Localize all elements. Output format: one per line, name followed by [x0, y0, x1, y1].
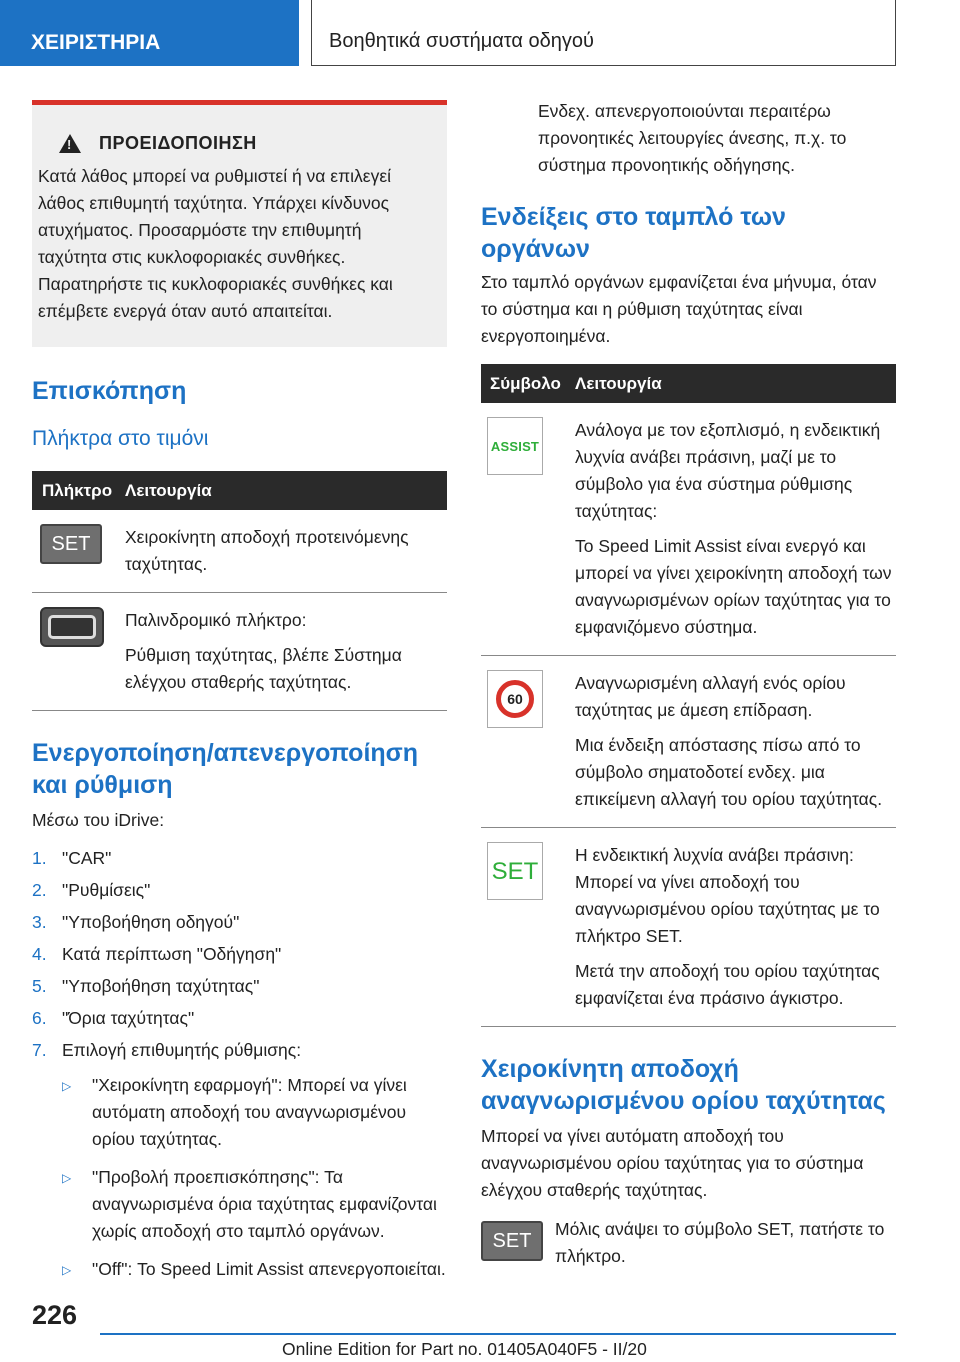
activation-heading: Ενεργοποίηση/απενεργοποίηση και ρύθμιση [32, 739, 419, 799]
table-cell-text: Το Speed Limit Assist είναι ενεργό και μπορεί να γίνει χειροκίνητη αποδοχή των αναγνωρισμένων ορίων ταχύτητας για το εμφανιζόμενο σύστημα. [575, 536, 892, 637]
warning-title: ΠΡΟΕΙΔΟΠΟΙΗΣΗ [99, 133, 257, 153]
table-header-symbol: Σύμβολο [481, 364, 575, 403]
edition-text: Online Edition for Part no. 01405A040F5 - II/20 [282, 1339, 647, 1359]
list-item: ▷ "Χειροκίνητη εφαρμογή": Μπορεί να γίνει αυτόματη αποδοχή του αναγνωρισμένου ορίου ταχύτητας. [62, 1072, 447, 1153]
table-cell-text: Παλινδρομικό πλήκτρο: [125, 610, 307, 630]
list-item: 4. Κατά περίπτωση "Οδήγηση" [32, 944, 282, 964]
table-header-function: Λειτουργία [575, 364, 896, 403]
overview-subheading: Πλήκτρα στο τιμόνι [32, 427, 209, 450]
table-row [481, 403, 896, 656]
assist-symbol-icon: ASSIST [487, 417, 543, 475]
speed-limit-sign-icon: 60 [487, 670, 543, 728]
list-item: 6. "Όρια ταχύτητας" [32, 1008, 195, 1028]
right-column [481, 98, 896, 1270]
table-header-row [481, 364, 896, 403]
warning-text: Κατά λάθος μπορεί να ρυθμιστεί ή να επιλεγεί λάθος επιθυμητή ταχύτητα. Υπάρχει κίνδυνος ατυχήματος. Προσαρμόστε την επιθυμητή ταχύτητα στις κυκλοφοριακές συνθήκες. Παρατηρήστε τις κυκλοφοριακές συνθήκες και επέμβετε ενεργά όταν αυτό απαιτείται. [38, 166, 393, 321]
table-cell-text: Μια ένδειξη απόστασης πίσω από το σύμβολο σηματοδοτεί ενδεχ. μια επικείμενη αλλαγή του ορίου ταχύτητας. [575, 735, 883, 809]
set-green-symbol-icon: SET [487, 842, 543, 900]
set-instruction [481, 1216, 896, 1270]
cluster-heading: Ενδείξεις στο ταμπλό των οργάνων [481, 203, 786, 263]
list-item: 3. "Υποβοήθηση οδηγού" [32, 912, 240, 932]
list-item: 5. "Υποβοήθηση ταχύτητας" [32, 976, 260, 996]
triangle-bullet-icon: ▷ [62, 1079, 72, 1093]
table-cell-text: Μετά την αποδοχή του ορίου ταχύτητας εμφανίζεται ένα πράσινο άγκιστρο. [575, 961, 880, 1008]
table-row [32, 593, 447, 711]
overview-heading: Επισκόπηση [32, 377, 187, 405]
table-header-function: Λειτουργία [125, 471, 447, 510]
set-instruction-text: Μόλις ανάψει το σύμβολο SET, πατήστε το πλήκτρο. [555, 1219, 885, 1266]
warning-box [32, 100, 447, 347]
set-button-icon: SET [40, 524, 102, 564]
chapter-header [311, 0, 896, 66]
list-item: ▷ "Off": Το Speed Limit Assist απενεργοποιείται. [62, 1256, 447, 1284]
manual-heading: Χειροκίνητη αποδοχή αναγνωρισμένου ορίου ταχύτητας [481, 1055, 886, 1115]
warning-triangle-icon [59, 134, 81, 153]
steps-list [32, 842, 447, 1066]
set-button-icon: SET [481, 1221, 543, 1261]
list-item: ▷ "Προβολή προεπισκόπησης": Τα αναγνωρισμένα όρια ταχύτητας εμφανίζονται χωρίς αποδοχή στο ταμπλό οργάνων. [62, 1164, 447, 1245]
section-tab [0, 0, 299, 66]
cluster-text: Στο ταμπλό οργάνων εμφανίζεται ένα μήνυμα, όταν το σύστημα και η ρύθμιση ταχύτητας είναι ενεργοποιημένα. [481, 272, 877, 346]
continuation-text: Ενδεχ. απενεργοποιούνται περαιτέρω προνοητικές λειτουργίες άνεσης, π.χ. το σύστημα προνοητικής οδήγησης. [538, 101, 847, 175]
table-cell-text: Αναγνωρισμένη αλλαγή ενός ορίου ταχύτητας με άμεση επίδραση. [575, 673, 846, 720]
table-cell-text: Η ενδεικτική λυχνία ανάβει πράσινη: Μπορεί να γίνει αποδοχή του αναγνωρισμένου ορίου ταχύτητας με το πλήκτρο SET. [575, 845, 880, 946]
list-item: 1. "CAR" [32, 848, 112, 868]
table-cell-text: Ανάλογα με τον εξοπλισμό, η ενδεικτική λυχνία ανάβει πράσινη, μαζί με το σύμβολο για ένα σύστημα ρύθμισης ταχύτητας: [575, 420, 881, 521]
left-column [32, 100, 447, 1295]
table-row [32, 510, 447, 593]
triangle-bullet-icon: ▷ [62, 1171, 72, 1185]
symbols-table [481, 364, 896, 1027]
table-row [481, 656, 896, 828]
chapter-title: Βοηθητικά συστήματα οδηγού [329, 30, 594, 52]
page-number: 226 [32, 1300, 78, 1330]
table-row [481, 828, 896, 1027]
manual-text: Μπορεί να γίνει αυτόματη αποδοχή του αναγνωρισμένου ορίου ταχύτητας για το σύστημα ελέγχου σταθερής ταχύτητας. [481, 1126, 864, 1200]
list-item: 2. "Ρυθμίσεις" [32, 880, 151, 900]
table-header-key: Πλήκτρο [32, 471, 125, 510]
section-title: ΧΕΙΡΙΣΤΗΡΙΑ [31, 31, 161, 54]
table-cell-text: Χειροκίνητη αποδοχή προτεινόμενης ταχύτητας. [125, 527, 409, 574]
activation-intro: Μέσω του iDrive: [32, 810, 165, 830]
triangle-bullet-icon: ▷ [62, 1263, 72, 1277]
table-header-row [32, 471, 447, 510]
warning-title-row [32, 133, 433, 154]
rocker-switch-icon [40, 607, 104, 647]
footer-divider [100, 1333, 896, 1335]
table-cell-text: Ρύθμιση ταχύτητας, βλέπε Σύστημα ελέγχου σταθερής ταχύτητας. [125, 645, 402, 692]
options-list [62, 1072, 447, 1284]
list-item: 7. Επιλογή επιθυμητής ρύθμισης: [32, 1040, 302, 1060]
buttons-table [32, 471, 447, 711]
